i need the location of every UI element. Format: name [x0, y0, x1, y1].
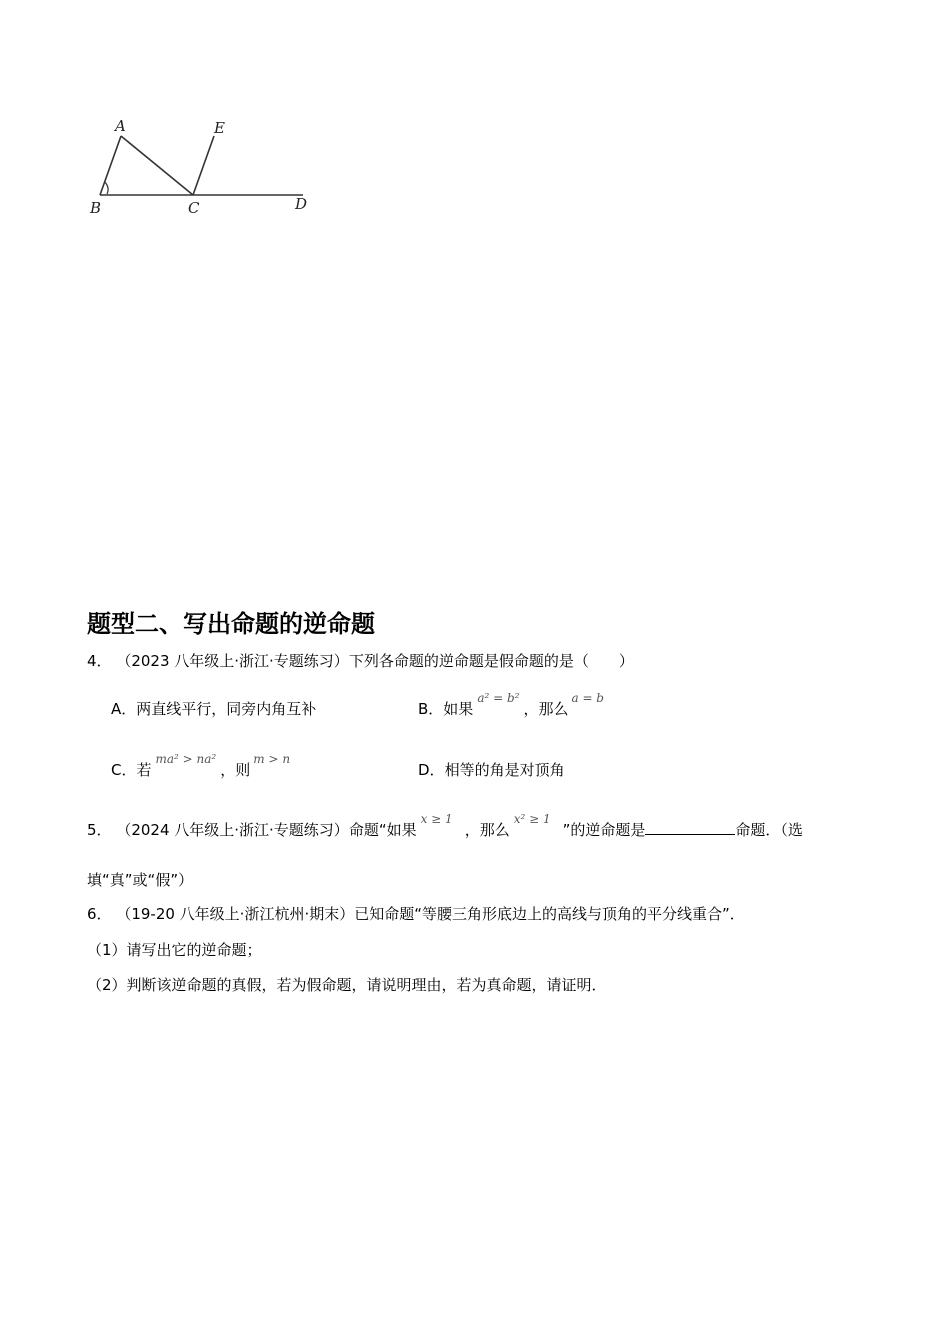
question-6-stem: [87, 904, 745, 924]
option-d[interactable]: [418, 760, 565, 780]
question-6-source: （19-20 八年级上·浙江杭州·期末）: [116, 905, 355, 923]
segment-ce: [193, 136, 214, 195]
question-5-after: 命题．（选: [735, 821, 803, 839]
question-5-post: ”的逆命题是: [562, 821, 646, 839]
option-b-mid: ，那么: [523, 700, 569, 718]
option-b[interactable]: [418, 691, 604, 720]
option-b-letter: B．: [418, 700, 444, 718]
question-6-number: 6．: [87, 905, 112, 923]
question-5-line-2: 填“真”或“假”）: [87, 871, 194, 889]
label-c: C: [188, 199, 200, 217]
option-c-pre: 若: [136, 761, 152, 779]
option-d-letter: D．: [418, 761, 445, 779]
option-b-math-2: a = b: [571, 691, 604, 705]
question-6-part-2: （2）判断该逆命题的真假，若为假命题，请说明理由，若为真命题，请证明．: [87, 976, 607, 994]
question-6-part-1: （1）请写出它的逆命题；: [87, 941, 262, 959]
answer-blank[interactable]: [645, 820, 735, 835]
option-c[interactable]: [111, 752, 291, 781]
question-4-number: 4．: [87, 652, 112, 670]
question-5-mid: ，那么: [464, 821, 510, 839]
label-e: E: [214, 119, 225, 137]
option-d-text: 相等的角是对顶角: [444, 761, 565, 779]
question-4-stem: [87, 651, 634, 671]
question-5-math-1: x ≥ 1: [420, 812, 453, 826]
label-b: B: [90, 199, 102, 217]
option-c-mid: ，则: [220, 761, 251, 779]
question-5-math-2: x² ≥ 1: [513, 812, 551, 826]
question-5-number: 5．: [87, 821, 112, 839]
geometry-figure: [85, 112, 325, 222]
label-d: D: [295, 195, 308, 213]
section-heading: 题型二、写出命题的逆命题: [87, 610, 375, 638]
question-6-text: 已知命题“等腰三角形底边上的高线与顶角的平分线重合”．: [354, 905, 745, 923]
question-4-text: 下列各命题的逆命题是假命题的是（ ）: [348, 652, 634, 670]
angle-b-mark: [105, 182, 108, 194]
option-b-pre: 如果: [443, 700, 474, 718]
question-5-source: （2024 八年级上·浙江·专题练习）: [116, 821, 349, 839]
question-4-source: （2023 八年级上·浙江·专题练习）: [116, 652, 349, 670]
label-a: A: [115, 117, 126, 135]
segment-ab: [100, 136, 121, 195]
option-b-math-1: a² = b²: [477, 691, 520, 705]
option-c-math-1: ma² > na²: [155, 752, 217, 766]
option-a[interactable]: [111, 699, 316, 719]
option-a-letter: A．: [111, 700, 137, 718]
question-5-pre: 命题“如果: [348, 821, 417, 839]
option-c-math-2: m > n: [253, 752, 291, 766]
option-c-letter: C．: [111, 761, 137, 779]
option-a-text: 两直线平行，同旁内角互补: [136, 700, 317, 718]
segment-ac: [121, 136, 193, 195]
